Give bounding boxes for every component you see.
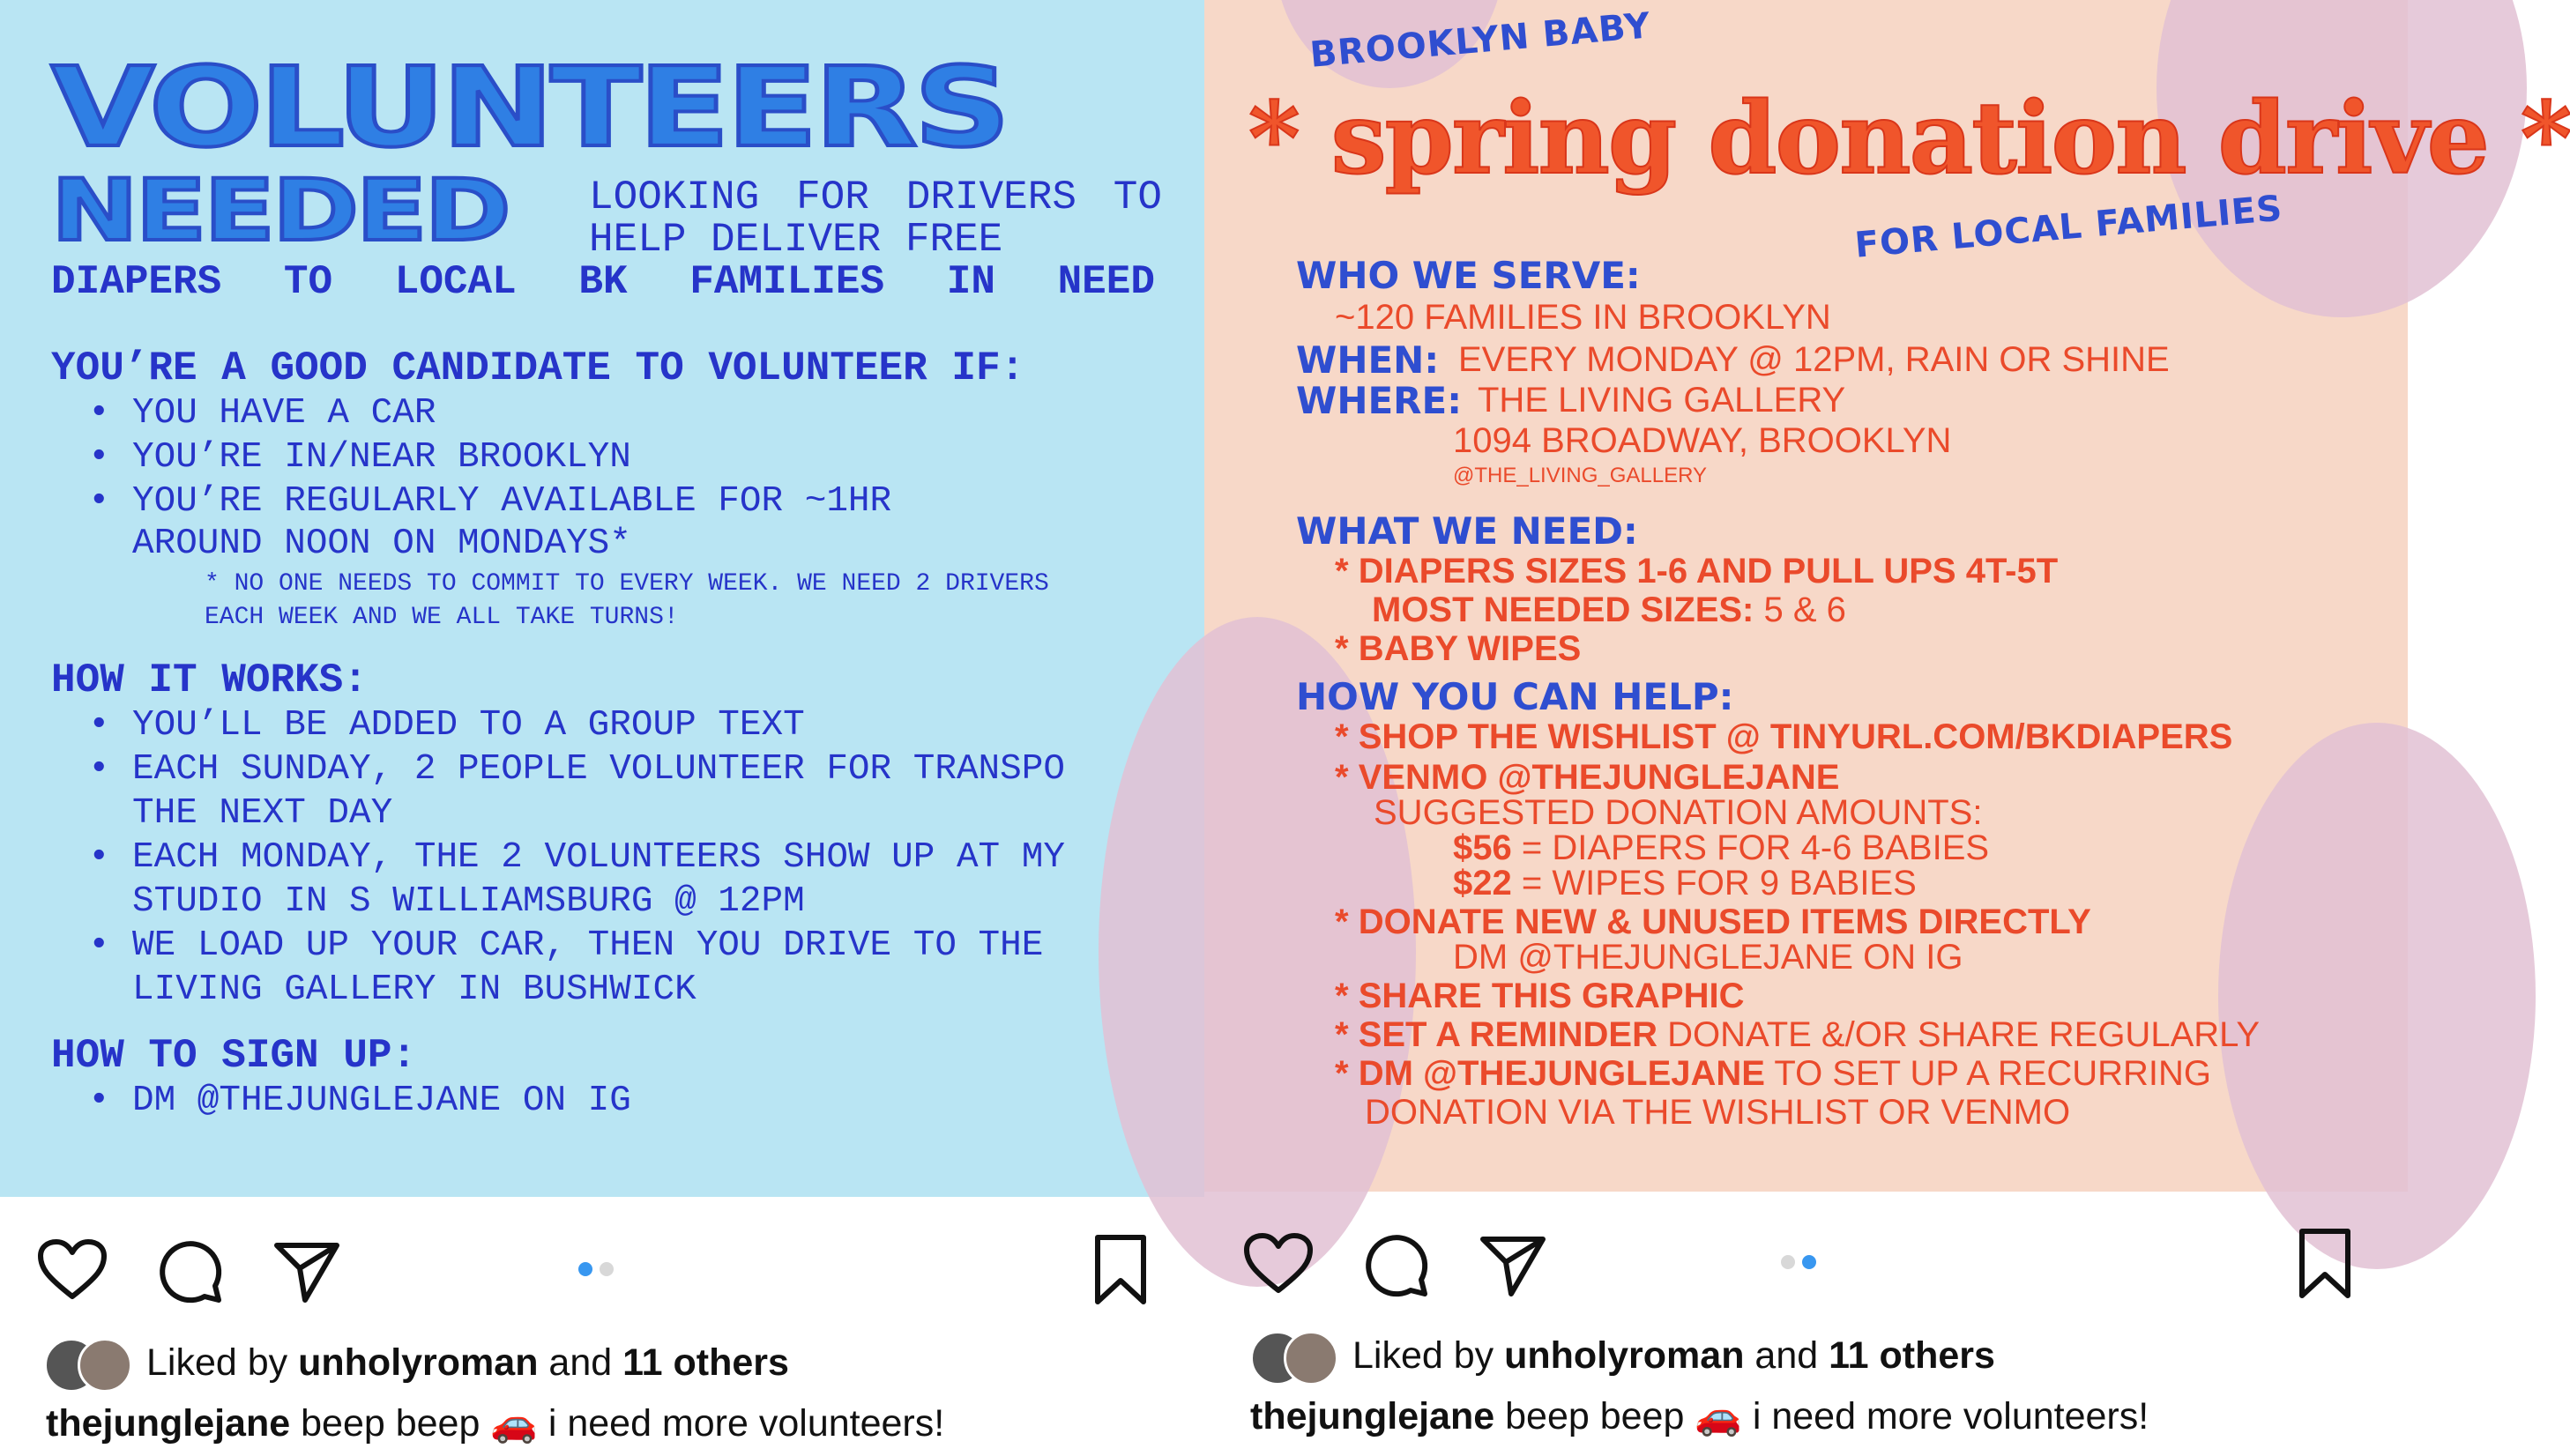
address: 1094 BROADWAY, BROOKLYN xyxy=(1453,421,1952,460)
list-item: • YOU’RE IN/NEAR BROOKLYN xyxy=(88,435,891,479)
action-bar xyxy=(1204,1215,2408,1311)
carousel-indicator xyxy=(1781,1255,1823,1274)
help-item: * SET A REMINDER DONATE &/OR SHARE REGULARLY xyxy=(1335,1015,2261,1054)
help-item: * DONATE NEW & UNUSED ITEMS DIRECTLY xyxy=(1335,903,2091,941)
caption-username[interactable]: thejunglejane xyxy=(1250,1395,1495,1437)
share-icon[interactable] xyxy=(273,1238,340,1305)
carousel-dot xyxy=(1781,1255,1795,1269)
bookmark-icon[interactable] xyxy=(1093,1233,1148,1307)
list-item: • EACH SUNDAY, 2 PEOPLE VOLUNTEER FOR TRANSPO THE NEXT DAY xyxy=(88,747,1129,836)
candidate-heading: YOU’RE A GOOD CANDIDATE TO VOLUNTEER IF: xyxy=(51,345,1025,391)
post-image-volunteers[interactable] xyxy=(0,0,1204,1197)
caption-text: beep beep xyxy=(301,1402,480,1445)
intro-text: LOOKING FOR DRIVERS TO HELP DELIVER FREE xyxy=(589,175,1162,263)
liker-avatars[interactable] xyxy=(44,1338,141,1391)
list-item: • YOU HAVE A CAR xyxy=(88,391,891,435)
spring-donation-drive-title: * spring donation drive * xyxy=(1248,81,2570,197)
need-item: * DIAPERS SIZES 1-6 AND PULL UPS 4T-5T xyxy=(1335,552,2059,591)
volunteers-title: VOLUNTEERS xyxy=(51,43,1008,172)
help-item-sub: DONATION VIA THE WISHLIST OR VENMO xyxy=(1365,1093,2071,1132)
carousel-dot-active xyxy=(578,1262,592,1276)
help-item: * SHARE THIS GRAPHIC xyxy=(1335,977,1745,1015)
sign-up-list xyxy=(88,1079,631,1123)
post-right xyxy=(1204,0,2570,1456)
likes-and: and xyxy=(548,1341,613,1384)
what-we-need-label: WHAT WE NEED: xyxy=(1296,509,1638,553)
help-item: * VENMO @THEJUNGLEJANE xyxy=(1335,758,1840,797)
avatar[interactable] xyxy=(78,1338,132,1393)
help-item: * DM @THEJUNGLEJANE TO SET UP A RECURRING xyxy=(1335,1054,2212,1093)
caption-username[interactable]: thejunglejane xyxy=(46,1402,291,1445)
list-item: • DM @THEJUNGLEJANE ON IG xyxy=(88,1079,631,1123)
most-needed-sizes: MOST NEEDED SIZES: 5 & 6 xyxy=(1372,591,1846,629)
amount-wipes: $22 = WIPES FOR 9 BABIES xyxy=(1453,864,1917,903)
when-label: WHEN: xyxy=(1296,338,1440,382)
who-we-serve-value: ~120 FAMILIES IN BROOKLYN xyxy=(1335,298,1831,337)
list-item-continued: AROUND NOON ON MONDAYS* xyxy=(132,524,631,564)
car-emoji: 🚗 xyxy=(1695,1395,1742,1437)
likes-line xyxy=(146,1341,789,1385)
likes-others-link[interactable]: 11 others xyxy=(622,1341,789,1384)
list-item: • WE LOAD UP YOUR CAR, THEN YOU DRIVE TO THE LIVING GALLERY IN BUSHWICK xyxy=(88,924,1129,1012)
post-image-donation-drive[interactable] xyxy=(1204,0,2570,1192)
action-bar xyxy=(0,1221,1204,1318)
amount-diapers: $56 = DIAPERS FOR 4-6 BABIES xyxy=(1453,828,1990,867)
likes-prefix: Liked by xyxy=(1352,1334,1494,1377)
help-item: * SHOP THE WISHLIST @ TINYURL.COM/BKDIAPERS xyxy=(1335,717,2233,756)
heart-icon[interactable] xyxy=(37,1238,108,1302)
comment-icon[interactable] xyxy=(1363,1232,1430,1299)
where-label: WHERE: xyxy=(1296,379,1462,422)
suggested-amounts: SUGGESTED DONATION AMOUNTS: xyxy=(1374,793,1983,832)
likes-and: and xyxy=(1754,1334,1819,1377)
for-local-families-label: FOR LOCAL FAMILIES xyxy=(1853,188,2284,266)
help-item-sub: DM @THEJUNGLEJANE ON IG xyxy=(1453,938,1963,977)
heart-icon[interactable] xyxy=(1243,1232,1314,1296)
footnote: * NO ONE NEEDS TO COMMIT TO EVERY WEEK. WE NEED 2 DRIVERS EACH WEEK AND WE ALL TAKE TURNS! xyxy=(205,570,1049,631)
candidate-list xyxy=(88,391,891,524)
where-value: THE LIVING GALLERY xyxy=(1478,381,1846,420)
needed-title: NEEDED xyxy=(51,160,509,260)
how-it-works-list xyxy=(88,703,1129,1012)
likes-prefix: Liked by xyxy=(146,1341,288,1384)
list-item: • YOU’RE REGULARLY AVAILABLE FOR ~1HR xyxy=(88,479,891,524)
need-item: * BABY WIPES xyxy=(1335,629,1582,668)
liker-username[interactable]: unholyroman xyxy=(1504,1334,1745,1377)
when-value: EVERY MONDAY @ 12PM, RAIN OR SHINE xyxy=(1458,340,2170,379)
background-wave xyxy=(2218,723,2536,1269)
how-it-works-heading: HOW IT WORKS: xyxy=(51,657,368,703)
venue-handle: @THE_LIVING_GALLERY xyxy=(1453,464,1708,487)
sign-up-heading: HOW TO SIGN UP: xyxy=(51,1033,417,1079)
caption-text: i need more volunteers! xyxy=(1752,1395,2149,1437)
car-emoji: 🚗 xyxy=(490,1402,538,1445)
who-we-serve-label: WHO WE SERVE: xyxy=(1296,254,1641,297)
caption xyxy=(46,1401,944,1445)
bookmark-icon[interactable] xyxy=(2298,1227,2352,1301)
likes-line xyxy=(1352,1334,1995,1378)
post-left xyxy=(0,0,1204,1456)
comment-icon[interactable] xyxy=(157,1238,224,1305)
caption-text: beep beep xyxy=(1505,1395,1685,1437)
liker-avatars[interactable] xyxy=(1250,1331,1347,1384)
list-item: • EACH MONDAY, THE 2 VOLUNTEERS SHOW UP AT MY STUDIO IN S WILLIAMSBURG @ 12PM xyxy=(88,836,1129,924)
list-item: • YOU’LL BE ADDED TO A GROUP TEXT xyxy=(88,703,1129,747)
carousel-dot xyxy=(600,1262,614,1276)
caption xyxy=(1250,1394,2149,1438)
intro-text-bottom: DIAPERS TO LOCAL BK FAMILIES IN NEED xyxy=(51,259,1155,305)
likes-others-link[interactable]: 11 others xyxy=(1829,1334,1995,1377)
brooklyn-baby-label: BROOKLYN BABY xyxy=(1308,5,1653,76)
how-you-can-help-label: HOW YOU CAN HELP: xyxy=(1296,675,1734,718)
carousel-indicator xyxy=(578,1262,621,1281)
caption-text: i need more volunteers! xyxy=(548,1402,945,1445)
avatar[interactable] xyxy=(1284,1331,1338,1385)
carousel-dot-active xyxy=(1802,1255,1816,1269)
share-icon[interactable] xyxy=(1479,1232,1546,1299)
liker-username[interactable]: unholyroman xyxy=(298,1341,539,1384)
